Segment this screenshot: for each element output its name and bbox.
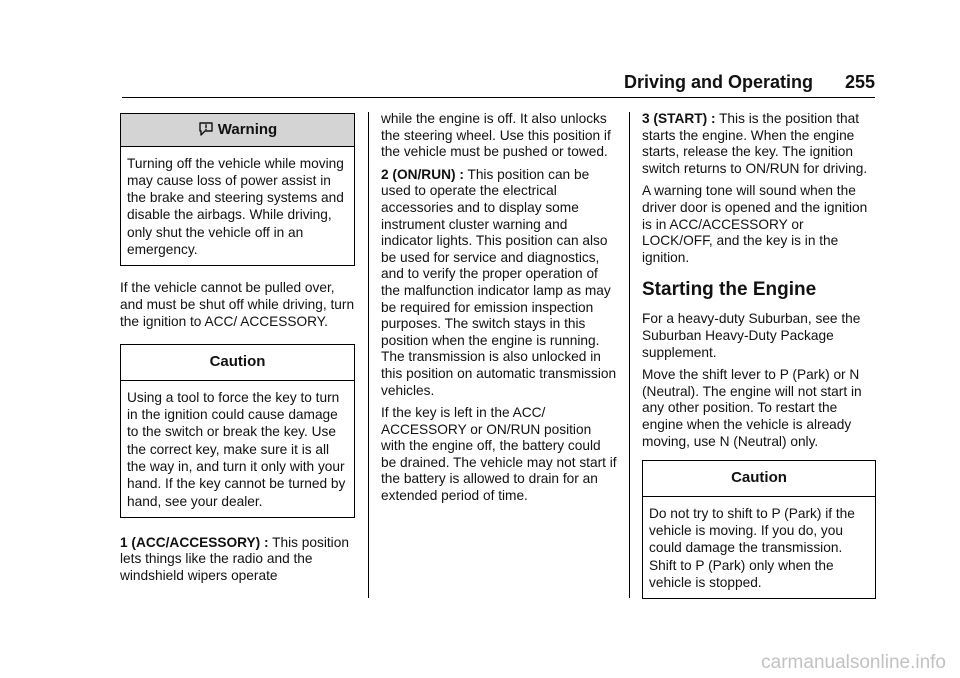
caution-body-2: Do not try to shift to P (Park) if the vehicle is moving. If you do, you could damage the transmission. Shift to P (Park) only when the vehicle is stopped. <box>649 505 855 590</box>
para-acc-cont: while the engine is off. It also unlocks the steering wheel. Use this position if the vehicle must be pushed or towed. <box>381 111 611 160</box>
caution-body-1: Using a tool to force the key to turn in the ignition could cause damage to the switch or break the key. Use the correct key, make sure it is all the way in, and turn it only with your hand. If the key cannot be turned by hand, see your dealer. <box>127 389 346 509</box>
page-number: 255 <box>844 72 875 92</box>
para-battery: If the key is left in the ACC/ ACCESSORY or ON/RUN position with the engine off, the battery could be drained. The vehicle may not start if the battery is allowed to drain for an extended period of time. <box>381 405 617 504</box>
on-run-text: This position can be used to operate the electrical accessories and to display some instrument cluster warning and indicator lights. This position can also be used for service and diagnostics, and to verify the proper operation of the malfunction indicator lamp as may be required for emission inspection purposes. The switch stays in this position when the engine is running. The transmission is also unlocked in this position on automatic transmission vehicles. <box>381 166 617 398</box>
page-header <box>122 70 875 98</box>
warning-box <box>120 113 355 266</box>
para-suburban: For a heavy-duty Suburban, see the Suburban Heavy-Duty Package supplement. <box>642 311 861 360</box>
column-1 <box>120 113 355 593</box>
acc-text: This position lets things like the radio and the windshield wipers operate <box>120 534 349 584</box>
column-divider-2 <box>629 112 630 598</box>
warning-header <box>121 114 354 147</box>
caution-header-1: Caution <box>121 345 354 381</box>
para-shift: Move the shift lever to P (Park) or N (Neutral). The engine will not start in any other position. To restart the engine when the vehicle is already moving, use N (Neutral) only. <box>642 367 862 449</box>
column-2 <box>381 111 619 513</box>
header-rule <box>122 97 875 98</box>
caution-box-2 <box>642 460 876 599</box>
column-3 <box>642 111 876 599</box>
para-start <box>642 111 876 177</box>
section-title: Driving and Operating <box>623 72 813 92</box>
caution-box-1 <box>120 344 355 518</box>
caution-header-2: Caution <box>643 461 875 497</box>
watermark: carmanualsonline.info <box>761 652 946 673</box>
start-text: This is the position that starts the engine. When the engine starts, release the key. The ignition switch returns to ON/RUN for driving. <box>642 111 868 176</box>
warning-icon <box>198 121 214 137</box>
warning-title: Warning <box>217 121 278 138</box>
on-run-label: 2 (ON/RUN) : <box>381 166 464 182</box>
warning-body: Turning off the vehicle while moving may cause loss of power assist in the brake and steering systems and disable the airbags. While driving, only shut the vehicle off in an emergency. <box>127 155 344 258</box>
start-label: 3 (START) : <box>642 111 716 126</box>
para-pull-over: If the vehicle cannot be pulled over, and must be shut off while driving, turn the ignition to ACC/ ACCESSORY. <box>120 280 355 329</box>
para-acc <box>120 535 355 585</box>
para-on-run <box>381 167 619 399</box>
para-tone: A warning tone will sound when the driver door is opened and the ignition is in ACC/ACCESSORY or LOCK/OFF, and the key is in the ignition. <box>642 183 868 265</box>
column-divider-1 <box>368 112 369 598</box>
acc-label: 1 (ACC/ACCESSORY) : <box>120 534 269 550</box>
section-heading: Starting the Engine <box>642 279 817 301</box>
